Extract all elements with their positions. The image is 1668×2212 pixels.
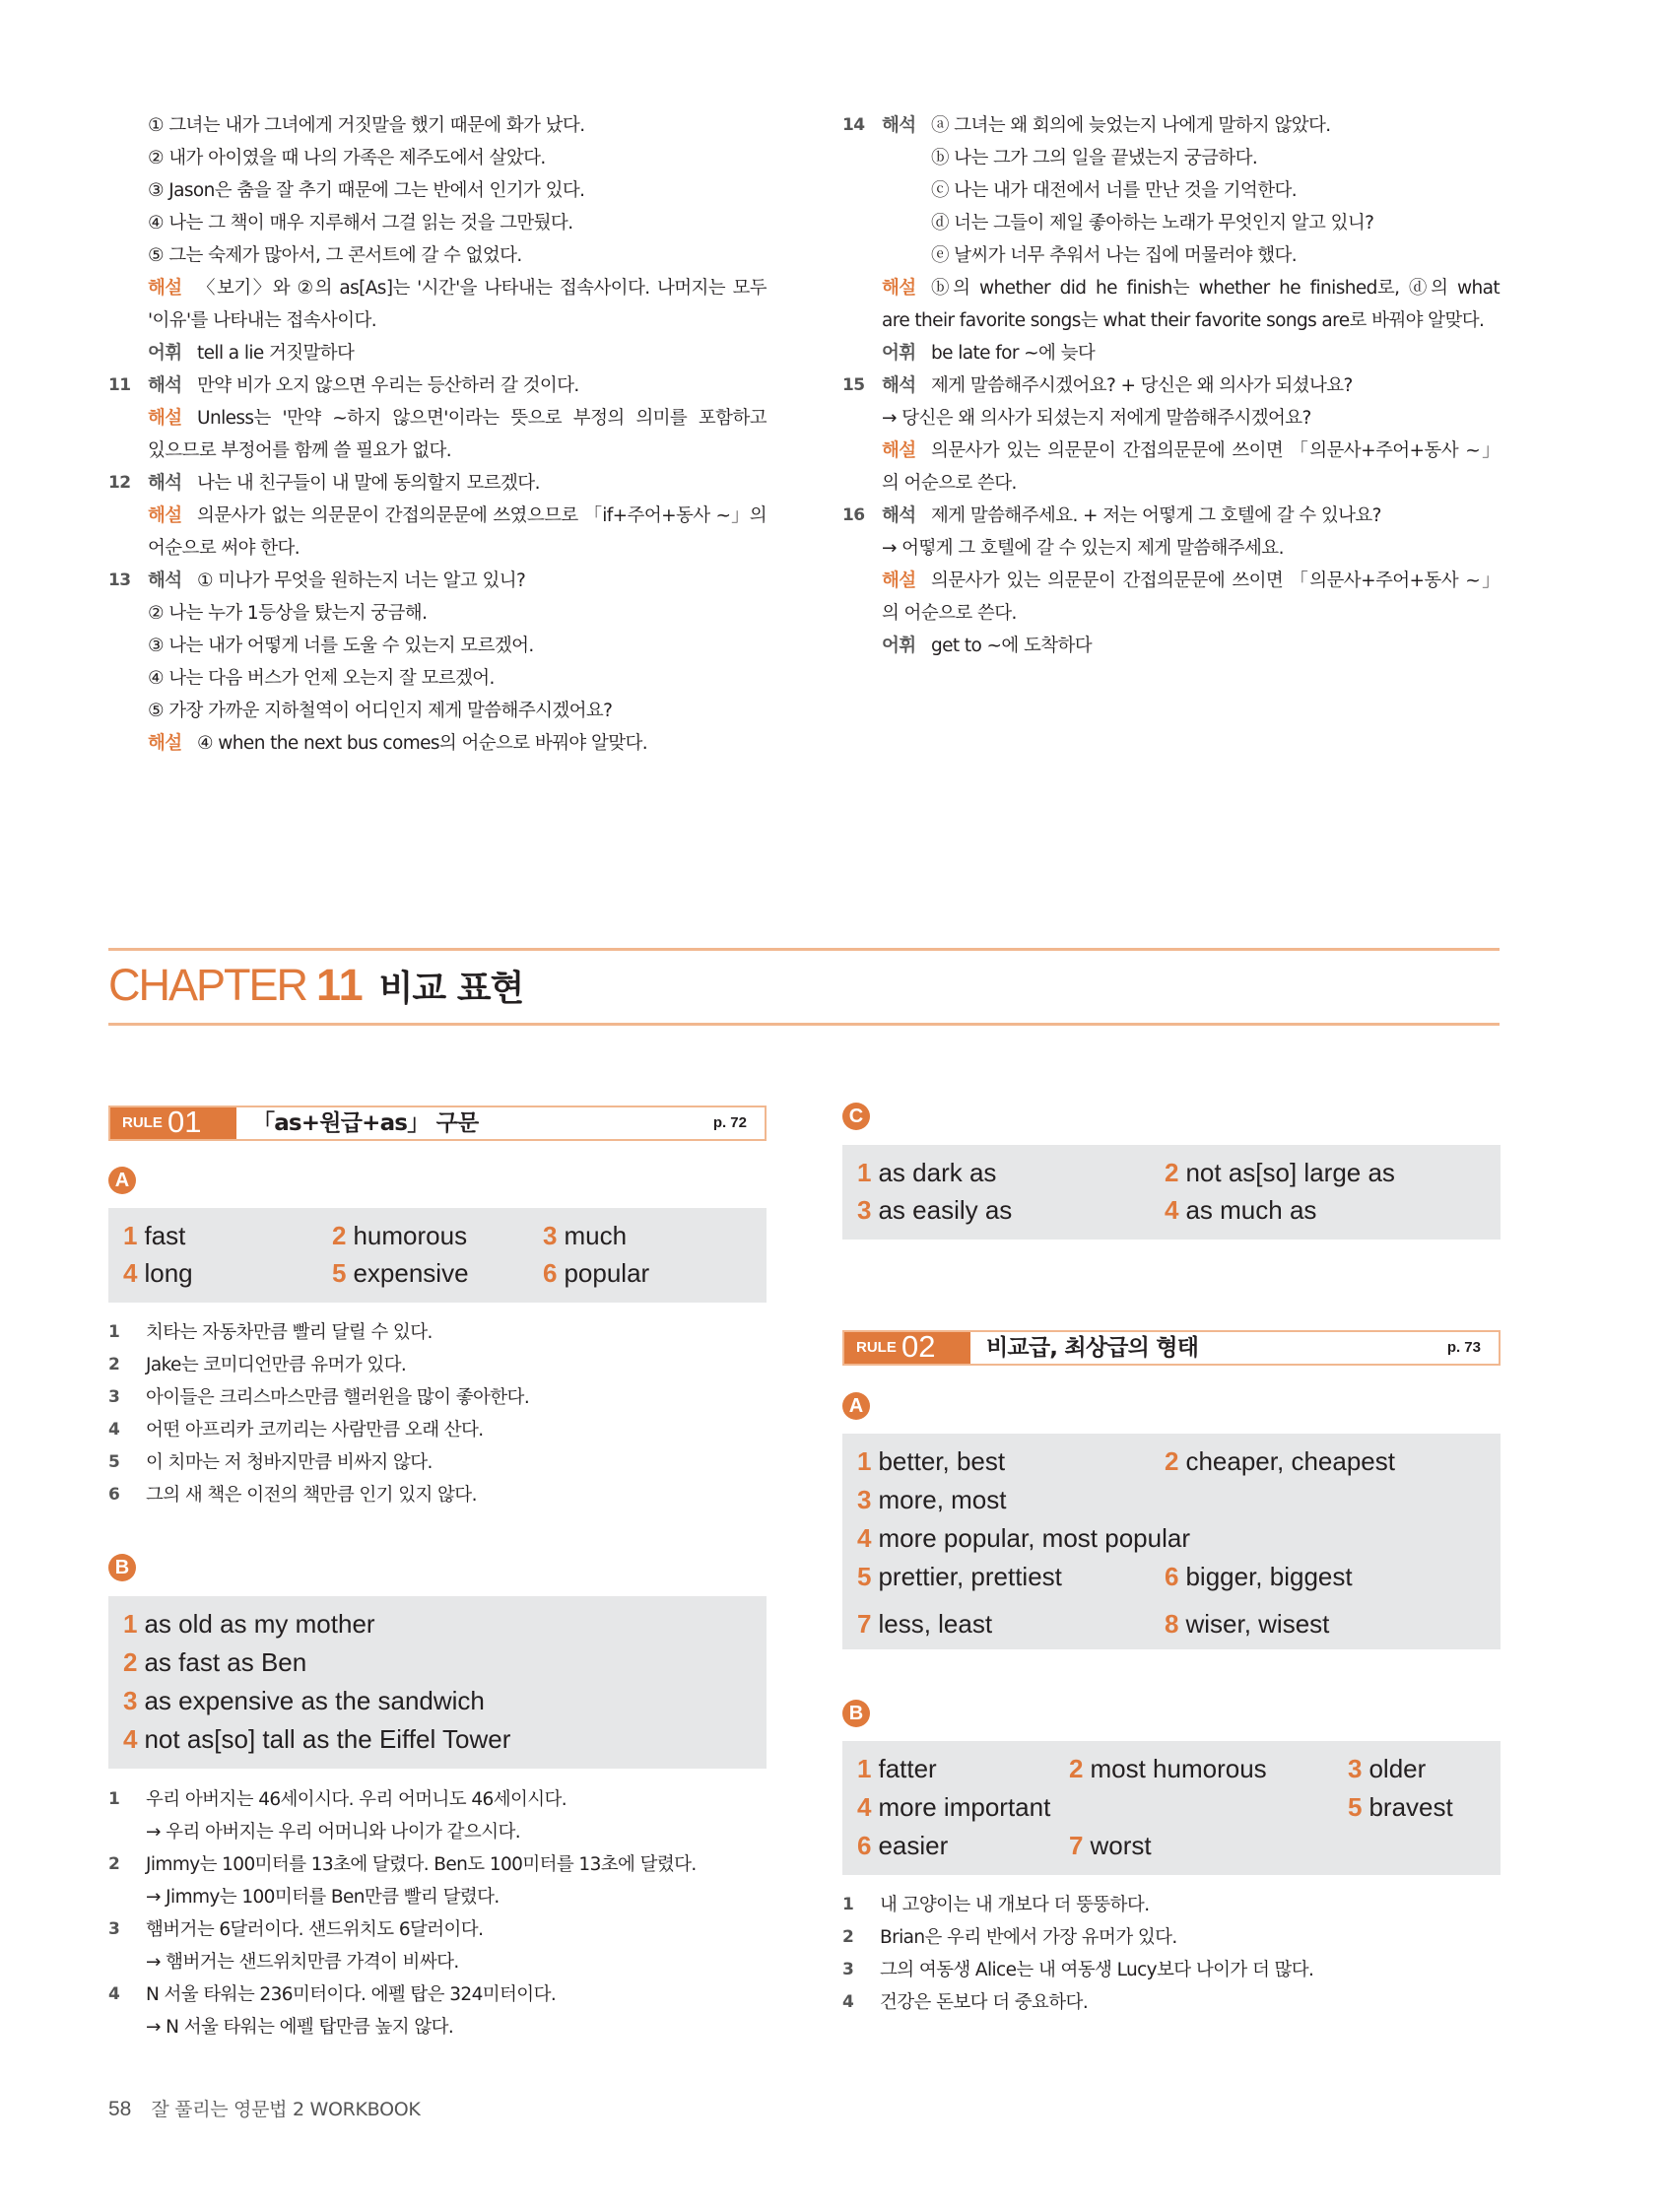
answer-line: 있으므로 부정어를 함께 쓸 필요가 없다.	[148, 440, 452, 461]
explanation-label: 해설	[148, 278, 182, 299]
answer-item: 3 older	[1348, 1754, 1427, 1783]
answer-line: ⓑ 나는 그가 그의 일을 끝냈는지 궁금하다.	[931, 148, 1258, 168]
answer-item: 7 less, least	[857, 1609, 993, 1639]
translation-label: 해석	[148, 473, 182, 494]
explanation-label: 해설	[148, 733, 182, 754]
translation-line: 1 우리 아버지는 46세이시다. 우리 어머니도 46세이시다.	[108, 1789, 567, 1810]
answer-line: 의 어순으로 쓴다.	[882, 603, 1017, 624]
book-title: 잘 풀리는 영문법 2 WORKBOOK	[151, 2099, 421, 2120]
answer-item: 1 as old as my mother	[123, 1609, 375, 1639]
rule-badge: RULE 01	[110, 1107, 236, 1139]
chapter-top-rule	[108, 948, 1500, 951]
rule-02-header	[842, 1330, 1501, 1366]
answer-line: 13 해석 ① 미나가 무엇을 원하는지 너는 알고 있니?	[108, 565, 767, 597]
question-number: 11	[108, 375, 131, 395]
answer-line: 해설 〈보기〉와 ②의 as[As]는 '시간'을 나타내는 접속사이다. 나머지는 모두	[108, 272, 767, 304]
explanation-label: 해설	[882, 440, 916, 461]
translation-label: 해석	[148, 375, 182, 396]
answer-line: ② 내가 아이였을 때 나의 가족은 제주도에서 살았다.	[148, 148, 546, 168]
answer-item: 4 more popular, most popular	[857, 1523, 1190, 1553]
question-number: 15	[842, 375, 865, 395]
answer-line: 12 해석 나는 내 친구들이 내 말에 동의할지 모르겠다.	[108, 467, 767, 500]
answer-line: 14 해석 ⓐ 그녀는 왜 회의에 늦었는지 나에게 말하지 않았다.	[842, 109, 1500, 142]
answer-line: ⓒ 나는 내가 대전에서 너를 만난 것을 기억한다.	[931, 180, 1298, 201]
translation-label: 해석	[882, 115, 916, 136]
explanation-label: 해설	[882, 278, 916, 299]
answer-line: 해설 ⓑ의 whether did he finish는 whether he finished로, ⓓ의 what	[842, 272, 1500, 304]
translation-line: → 햄버거는 샌드위치만큼 가격이 비싸다.	[146, 1952, 459, 1973]
answer-line: 어순으로 써야 한다.	[148, 538, 300, 559]
explanation-label: 해설	[148, 408, 182, 429]
rule1-c-answer-box	[842, 1145, 1501, 1240]
answer-line: 해설 의문사가 없는 의문문이 간접의문문에 쓰였으므로 「if+주어+동사 ~」의	[108, 500, 767, 532]
vocab-label: 어휘	[148, 343, 182, 364]
answer-line: ⑤ 가장 가까운 지하철역이 어디인지 제게 말씀해주시겠어요?	[148, 701, 613, 721]
answer-line: ③ Jason은 춤을 잘 추기 때문에 그는 반에서 인기가 있다.	[148, 180, 585, 201]
chapter-title: 비교 표현	[378, 969, 524, 1009]
answer-item: 6 bigger, biggest	[1165, 1562, 1353, 1591]
answer-item: 4 not as[so] tall as the Eiffel Tower	[123, 1724, 511, 1754]
chapter-number: 11	[316, 960, 364, 1010]
answer-item: 2 not as[so] large as	[1165, 1158, 1395, 1187]
translation-label: 해석	[882, 375, 916, 396]
answer-line: '이유'를 나타내는 접속사이다.	[148, 310, 377, 331]
rule1-a-answer-box	[108, 1208, 767, 1303]
answer-line: ④ 나는 그 책이 매우 지루해서 그걸 읽는 것을 그만뒀다.	[148, 213, 573, 234]
vocab-label: 어휘	[882, 636, 916, 656]
chapter-heading	[108, 952, 523, 1019]
answer-line: ⓓ 너는 그들이 제일 좋아하는 노래가 무엇인지 알고 있니?	[931, 213, 1374, 234]
translation-label: 해석	[148, 570, 182, 591]
section-c-badge: C	[842, 1103, 870, 1130]
answer-line: ② 나는 누가 1등상을 탔는지 궁금해.	[148, 603, 428, 624]
answer-line: 해설 Unless는 '만약 ~하지 않으면'이라는 뜻으로 부정의 의미를 포함하고	[108, 402, 767, 435]
page-ref: p. 73	[1446, 1339, 1481, 1356]
rule1-b-answer-box	[108, 1596, 767, 1769]
translation-line: 2 Jake는 코미디언만큼 유머가 있다.	[108, 1355, 407, 1375]
page-ref: p. 72	[712, 1114, 747, 1131]
answer-item: 1 fatter	[857, 1754, 937, 1783]
page-number: 58	[108, 2098, 132, 2120]
answer-item: 2 as fast as Ben	[123, 1647, 307, 1677]
chapter-word: CHAPTER	[108, 960, 307, 1010]
translation-line: 4 건강은 돈보다 더 중요하다.	[842, 1992, 1089, 2013]
translation-line: 4 어떤 아프리카 코끼리는 사람만큼 오래 산다.	[108, 1420, 484, 1441]
answer-line: 16 해석 제게 말씀해주세요. + 저는 어떻게 그 호텔에 갈 수 있나요?	[842, 500, 1500, 532]
answer-line: → 당신은 왜 의사가 되셨는지 저에게 말씀해주시겠어요?	[882, 408, 1311, 429]
translation-line: 5 이 치마는 저 청바지만큼 비싸지 않다.	[108, 1452, 433, 1473]
rule-title: 「as+원급+as」 구문	[252, 1110, 479, 1136]
translation-line: 4 N 서울 타워는 236미터이다. 에펠 탑은 324미터이다.	[108, 1984, 557, 2005]
rule-title: 비교급, 최상급의 형태	[986, 1335, 1199, 1361]
chapter-bottom-rule	[108, 1023, 1500, 1026]
answer-item: 3 as easily as	[857, 1195, 1013, 1225]
translation-label: 해석	[882, 505, 916, 526]
answer-item: 7 worst	[1069, 1831, 1152, 1860]
answer-item: 4 long	[123, 1258, 193, 1288]
answer-line: ① 그녀는 내가 그녀에게 거짓말을 했기 때문에 화가 났다.	[148, 115, 585, 136]
answer-line: 어휘 tell a lie 거짓말하다	[108, 337, 767, 369]
question-number: 16	[842, 505, 865, 525]
answer-line: 해설 의문사가 있는 의문문이 간접의문문에 쓰이면 「의문사+주어+동사 ~」	[842, 565, 1500, 597]
rule-number: 02	[901, 1329, 936, 1364]
answer-item: 3 more, most	[857, 1485, 1007, 1514]
answer-item: 1 better, best	[857, 1446, 1006, 1476]
answer-line: are their favorite songs는 what their favorite songs are로 바꿔야 알맞다.	[882, 310, 1485, 331]
question-number: 13	[108, 570, 131, 590]
answer-item: 2 cheaper, cheapest	[1165, 1446, 1395, 1476]
answer-item: 5 expensive	[332, 1258, 469, 1288]
answer-item: 4 more important	[857, 1792, 1051, 1822]
answer-line: ⓔ 날씨가 너무 추워서 나는 집에 머물러야 했다.	[931, 245, 1298, 266]
answer-line: 어휘 get to ~에 도착하다	[842, 630, 1500, 662]
section-a-badge: A	[842, 1392, 870, 1420]
translation-line: 1 내 고양이는 내 개보다 더 뚱뚱하다.	[842, 1895, 1150, 1915]
answer-item: 8 wiser, wisest	[1165, 1609, 1330, 1639]
section-b-badge: B	[842, 1700, 870, 1727]
vocab-label: 어휘	[882, 343, 916, 364]
rule2-a-answer-box	[842, 1434, 1501, 1606]
translation-line: 6 그의 새 책은 이전의 책만큼 인기 있지 않다.	[108, 1485, 477, 1506]
answer-line: 해설 ④ when the next bus comes의 어순으로 바꿔야 알맞다.	[108, 727, 767, 760]
answer-item: 2 most humorous	[1069, 1754, 1267, 1783]
rule2-b-answer-box	[842, 1741, 1501, 1875]
translation-line: 2 Jimmy는 100미터를 13초에 달렸다. Ben도 100미터를 13초에 달렸다.	[108, 1854, 697, 1875]
page-footer	[108, 2095, 421, 2124]
answer-line: 15 해석 제게 말씀해주시겠어요? + 당신은 왜 의사가 되셨나요?	[842, 369, 1500, 402]
section-a-badge: A	[108, 1167, 136, 1194]
translation-line: → Jimmy는 100미터를 Ben만큼 빨리 달렸다.	[146, 1887, 500, 1908]
answer-item: 6 easier	[857, 1831, 949, 1860]
rule1-b-translations	[108, 1783, 767, 2044]
answer-item: 2 humorous	[332, 1221, 468, 1250]
translation-line: 1 치타는 자동차만큼 빨리 달릴 수 있다.	[108, 1322, 433, 1343]
answer-line: 11 해석 만약 비가 오지 않으면 우리는 등산하러 갈 것이다.	[108, 369, 767, 402]
translation-line: 3 햄버거는 6달러이다. 샌드위치도 6달러이다.	[108, 1919, 484, 1940]
rule-badge: RULE 02	[844, 1332, 970, 1364]
answer-item: 3 much	[543, 1221, 628, 1250]
answer-line: ⑤ 그는 숙제가 많아서, 그 콘서트에 갈 수 없었다.	[148, 245, 522, 266]
answer-item: 6 popular	[543, 1258, 650, 1288]
answer-item: 1 fast	[123, 1221, 186, 1250]
translation-line: → 우리 아버지는 우리 어머니와 나이가 같으시다.	[146, 1822, 521, 1843]
answer-line: 해설 의문사가 있는 의문문이 간접의문문에 쓰이면 「의문사+주어+동사 ~」	[842, 435, 1500, 467]
answer-item: 3 as expensive as the sandwich	[123, 1686, 485, 1715]
translation-line: → N 서울 타워는 에펠 탑만큼 높지 않다.	[146, 2017, 454, 2038]
section-b-badge: B	[108, 1554, 136, 1581]
answer-item: 1 as dark as	[857, 1158, 997, 1187]
answer-line: ③ 나는 내가 어떻게 너를 도울 수 있는지 모르겠어.	[148, 636, 534, 656]
answer-line: → 어떻게 그 호텔에 갈 수 있는지 제게 말씀해주세요.	[882, 538, 1284, 559]
translation-line: 3 그의 여동생 Alice는 내 여동생 Lucy보다 나이가 더 많다.	[842, 1960, 1314, 1980]
right-answer-column	[842, 109, 1500, 662]
rule-01-header	[108, 1106, 767, 1141]
answer-line: 어휘 be late for ~에 늦다	[842, 337, 1500, 369]
question-number: 14	[842, 115, 865, 135]
explanation-label: 해설	[882, 570, 916, 591]
rule2-a-answer-box-ext	[842, 1606, 1501, 1649]
rule1-a-translations	[108, 1316, 767, 1511]
answer-line: 의 어순으로 쓴다.	[882, 473, 1017, 494]
answer-line: ④ 나는 다음 버스가 언제 오는지 잘 모르겠어.	[148, 668, 495, 689]
explanation-label: 해설	[148, 505, 182, 526]
translation-line: 2 Brian은 우리 반에서 가장 유머가 있다.	[842, 1927, 1177, 1948]
rule2-b-translations	[842, 1889, 1501, 2019]
answer-item: 5 prettier, prettiest	[857, 1562, 1062, 1591]
answer-item: 5 bravest	[1348, 1792, 1453, 1822]
question-number: 12	[108, 473, 131, 493]
rule-number: 01	[167, 1105, 202, 1139]
answer-item: 4 as much as	[1165, 1195, 1317, 1225]
left-answer-column	[108, 109, 767, 760]
translation-line: 3 아이들은 크리스마스만큼 핼러윈을 많이 좋아한다.	[108, 1387, 530, 1408]
